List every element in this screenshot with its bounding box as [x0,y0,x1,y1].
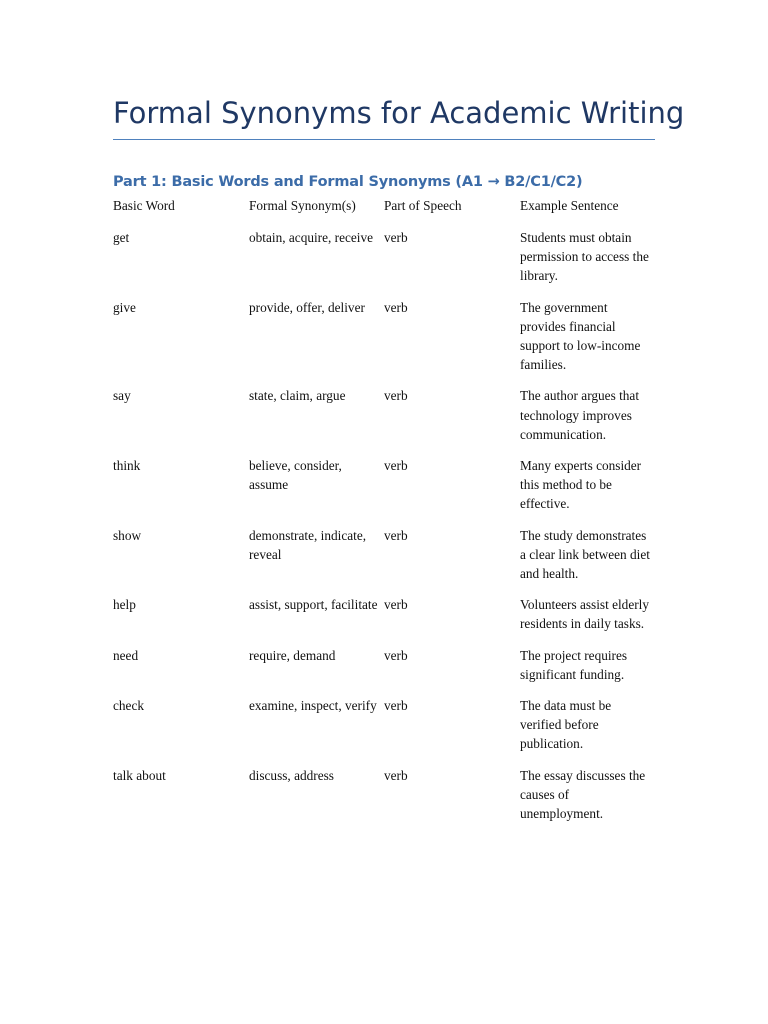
formal-synonym-cell: demonstrate, indicate, reveal [249,527,367,562]
part-of-speech-cell: verb [384,597,408,613]
table-row [113,298,655,387]
part-of-speech-cell: verb [384,698,408,714]
header-part-of-speech: Part of Speech [384,198,462,213]
table-row [113,228,655,298]
title-divider [113,139,655,140]
header-example-sentence: Example Sentence [520,198,619,213]
basic-word-cell: talk about [113,767,166,783]
formal-synonym-cell: assist, support, facilitate [249,597,378,613]
part-of-speech-cell: verb [384,767,408,783]
example-sentence-cell: Students must obtain permission to access the library. [520,230,649,284]
formal-synonym-cell: provide, offer, deliver [249,299,365,315]
example-sentence-cell: The project requires significant funding. [520,647,628,682]
part-of-speech-cell: verb [384,388,408,404]
part-of-speech-cell: verb [384,647,408,663]
example-sentence-cell: The study demonstrates a clear link between diet and health. [520,527,650,582]
basic-word-cell: give [113,299,136,315]
header-basic-word: Basic Word [113,198,175,213]
formal-synonym-cell: obtain, acquire, receive [249,230,374,245]
table-row [113,766,655,836]
table-row [113,456,655,526]
basic-word-cell: show [113,527,142,543]
basic-word-cell: think [113,458,141,474]
basic-word-cell: help [113,597,136,613]
basic-word-cell: need [113,647,139,663]
table-row [113,595,655,645]
basic-word-cell: say [113,388,131,404]
document-title: Formal Synonyms for Academic Writing [113,96,685,130]
formal-synonym-cell: discuss, address [249,767,334,783]
formal-synonym-cell: require, demand [249,647,336,663]
part-of-speech-cell: verb [384,299,408,315]
example-sentence-cell: The essay discusses the causes of unemployment. [520,767,646,822]
example-sentence-cell: The government provides financial support to low-income families. [520,299,641,373]
basic-word-cell: get [113,230,130,245]
table-header-row [113,196,655,228]
header-formal-synonyms: Formal Synonym(s) [249,198,356,213]
formal-synonym-cell: state, claim, argue [249,388,346,404]
table-row [113,386,655,456]
table-row [113,646,655,696]
formal-synonym-cell: examine, inspect, verify [249,698,377,714]
basic-word-cell: check [113,698,145,714]
example-sentence-cell: The author argues that technology improves communication. [520,388,640,442]
part-of-speech-cell: verb [384,527,408,543]
table-row [113,526,655,596]
synonym-table [113,196,655,835]
example-sentence-cell: Many experts consider this method to be effective. [520,458,642,512]
part-of-speech-cell: verb [384,458,408,474]
section-heading: Part 1: Basic Words and Formal Synonyms (A1 → B2/C1/C2) [113,174,583,190]
part-of-speech-cell: verb [384,230,408,245]
table-row [113,696,655,766]
formal-synonym-cell: believe, consider, assume [249,458,342,493]
example-sentence-cell: The data must be verified before publication. [520,698,612,752]
example-sentence-cell: Volunteers assist elderly residents in daily tasks. [520,597,650,632]
